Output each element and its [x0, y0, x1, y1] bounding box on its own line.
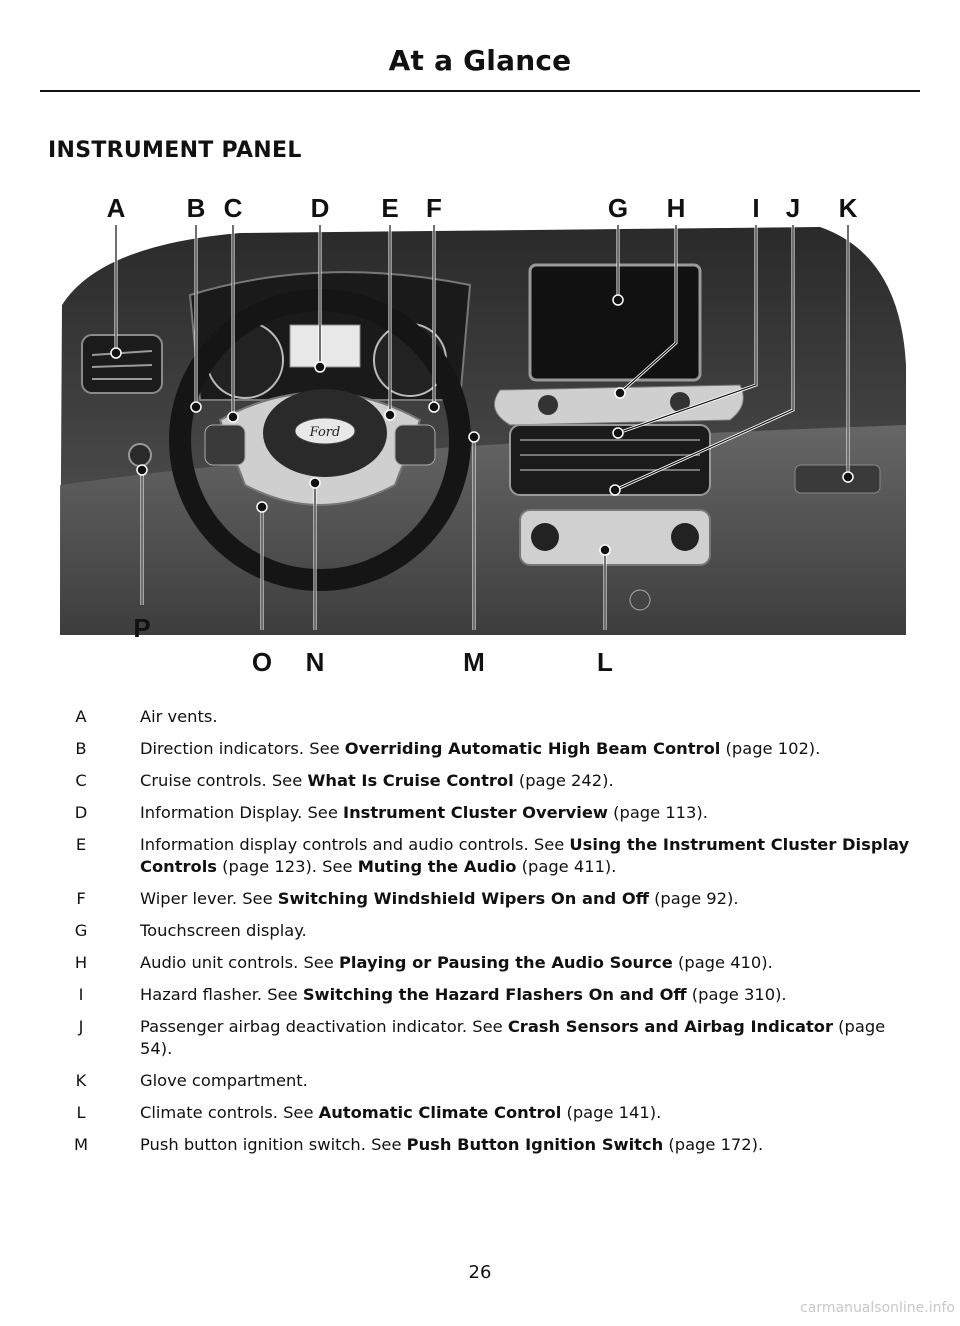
legend-item — [62, 984, 922, 1006]
legend-text-part: Information Display. See — [140, 803, 344, 822]
legend-key: G — [74, 921, 88, 940]
cross-reference-link[interactable]: Overriding Automatic High Beam Control — [344, 739, 721, 758]
legend-text-part: (page 92). — [648, 889, 739, 908]
cross-reference-link[interactable]: Crash Sensors and Airbag Indicator — [507, 1017, 833, 1036]
page-number: 26 — [468, 1262, 492, 1283]
legend-description — [100, 888, 910, 910]
legend-text-part: (page 113). — [607, 803, 708, 822]
cross-reference-link[interactable]: Push Button Ignition Switch — [406, 1135, 664, 1154]
legend-key: F — [76, 889, 86, 908]
legend-text-part: (page 54). — [140, 1017, 886, 1058]
callout-label-f: F — [426, 193, 442, 223]
left-spoke-controls — [205, 425, 245, 465]
section-title: INSTRUMENT PANEL — [48, 138, 302, 163]
legend-description — [100, 706, 910, 728]
legend-item — [62, 834, 922, 878]
callout-label-b: B — [186, 193, 206, 223]
legend-item — [62, 1102, 922, 1124]
callout-label-l: L — [597, 647, 613, 677]
legend-key: J — [78, 1017, 84, 1036]
legend-key: C — [75, 771, 87, 790]
legend-description — [100, 1102, 910, 1124]
header-divider — [40, 90, 920, 92]
callout-label-h: H — [666, 193, 686, 223]
legend-item — [62, 1016, 922, 1060]
legend-key: B — [75, 739, 87, 758]
legend-text-part: Touchscreen display. — [140, 921, 307, 940]
legend-text-part: (page 310). — [686, 985, 787, 1004]
legend-text-part: Air vents. — [140, 707, 218, 726]
legend-text-part: (page 123). See — [217, 857, 358, 876]
legend-text-part: Push button ignition switch. See — [140, 1135, 407, 1154]
callout-label-a: A — [106, 193, 126, 223]
legend-description — [100, 834, 910, 878]
cross-reference-link[interactable]: Automatic Climate Control — [318, 1103, 562, 1122]
cross-reference-link[interactable]: What Is Cruise Control — [307, 771, 514, 790]
legend-item — [62, 706, 922, 728]
watermark: carmanualsonline.info — [800, 1300, 955, 1316]
glove-compartment — [795, 465, 880, 493]
cluster-screen — [290, 325, 360, 367]
callout-label-k: K — [838, 193, 858, 223]
legend-item — [62, 802, 922, 824]
legend-description — [100, 984, 910, 1006]
legend-key: D — [74, 803, 88, 822]
legend-key: K — [75, 1071, 87, 1090]
legend-text-part: Hazard flasher. See — [140, 985, 303, 1004]
legend-item — [62, 1070, 922, 1092]
instrument-panel-diagram — [40, 185, 920, 685]
callout-label-p: P — [133, 613, 151, 643]
cross-reference-link[interactable]: Muting the Audio — [357, 857, 517, 876]
legend-key: M — [73, 1135, 89, 1154]
callout-label-d: D — [310, 193, 330, 223]
legend-item — [62, 770, 922, 792]
callout-label-g: G — [607, 193, 629, 223]
legend-key: E — [75, 835, 87, 854]
callout-label-n: N — [305, 647, 325, 677]
legend-description — [100, 802, 910, 824]
cross-reference-link[interactable]: Switching Windshield Wipers On and Off — [277, 889, 649, 908]
legend-description — [100, 1134, 910, 1156]
callout-label-o: O — [251, 647, 273, 677]
legend-item — [62, 920, 922, 942]
callout-label-c: C — [223, 193, 243, 223]
ignition-button — [129, 444, 151, 466]
cross-reference-link[interactable]: Playing or Pausing the Audio Source — [338, 953, 673, 972]
legend-key: H — [74, 953, 88, 972]
page-header-title: At a Glance — [388, 44, 572, 77]
callout-label-j: J — [785, 193, 801, 223]
legend-text-part: Climate controls. See — [140, 1103, 319, 1122]
legend-description — [100, 1016, 910, 1060]
legend-text-part: Cruise controls. See — [140, 771, 308, 790]
legend-description — [100, 1070, 910, 1092]
legend-text-part: (page 411). — [516, 857, 617, 876]
legend-text-part: (page 410). — [672, 953, 773, 972]
legend-text-part: Direction indicators. See — [140, 739, 345, 758]
legend-text-part: Information display controls and audio controls. See — [140, 835, 570, 854]
cross-reference-link[interactable]: Switching the Hazard Flashers On and Off — [302, 985, 687, 1004]
legend-key: A — [75, 707, 87, 726]
left-air-vent — [82, 335, 162, 393]
legend-text-part: Wiper lever. See — [140, 889, 278, 908]
ford-logo-text: Ford — [309, 425, 341, 440]
legend-text-part: Audio unit controls. See — [140, 953, 339, 972]
legend-description — [100, 738, 910, 760]
legend-text-part: Glove compartment. — [140, 1071, 308, 1090]
callout-label-i: I — [752, 193, 760, 223]
center-console-button — [630, 590, 650, 610]
legend-text-part: (page 141). — [561, 1103, 662, 1122]
legend-item — [62, 1134, 922, 1156]
right-spoke-controls — [395, 425, 435, 465]
legend-item — [62, 952, 922, 974]
legend-item — [62, 888, 922, 910]
legend-description — [100, 770, 910, 792]
legend-text-part: (page 102). — [720, 739, 821, 758]
callout-label-e: E — [381, 193, 399, 223]
legend-key: L — [76, 1103, 86, 1122]
legend-text-part: (page 242). — [513, 771, 614, 790]
cross-reference-link[interactable]: Using the Instrument Cluster Display Controls — [140, 835, 910, 876]
legend-key: I — [78, 985, 84, 1004]
legend-description — [100, 952, 910, 974]
legend-list — [62, 706, 922, 1166]
cross-reference-link[interactable]: Instrument Cluster Overview — [343, 803, 608, 822]
legend-text-part: (page 172). — [663, 1135, 764, 1154]
legend-description — [100, 920, 910, 942]
legend-item — [62, 738, 922, 760]
callout-label-m: M — [463, 647, 485, 677]
legend-text-part: Passenger airbag deactivation indicator. See — [140, 1017, 508, 1036]
